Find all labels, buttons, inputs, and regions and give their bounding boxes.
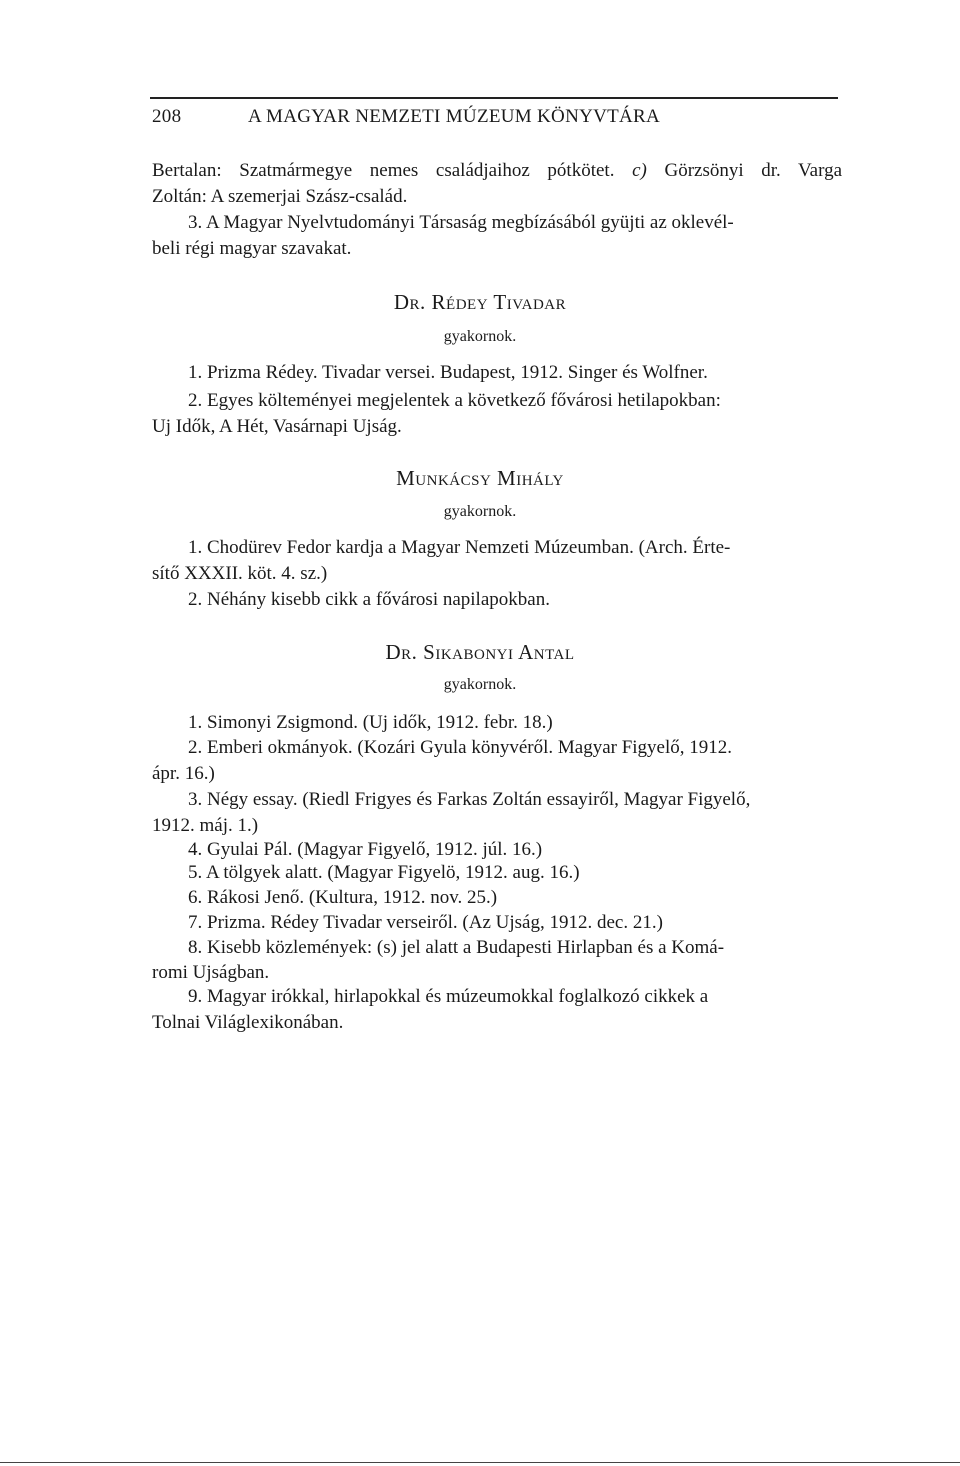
entry-line: Tolnai Világlexikonában. <box>152 1012 344 1033</box>
section-name: Dr. Sikabonyi Antal <box>385 640 575 664</box>
entry-line: 3. Négy essay. (Riedl Frigyes és Farkas Zoltán essayiről, Magyar Figyelő, <box>188 789 751 810</box>
entry-line: 1. Simonyi Zsigmond. (Uj idők, 1912. febr. 18.) <box>188 712 553 733</box>
entry-line: 1. Chodürev Fedor kardja a Magyar Nemzeti Múzeumban. (Arch. Érte- <box>188 537 731 558</box>
intro-line-4: beli régi magyar szavakat. <box>152 238 352 259</box>
intro-line-2: Zoltán: A szemerjai Szász-család. <box>152 186 408 207</box>
section-role: gyakornok. <box>443 503 517 520</box>
section-name: Munkácsy Mihály <box>396 466 564 490</box>
page-number: 208 <box>152 106 182 127</box>
entry-line: 2. Néhány kisebb cikk a fővárosi napilapokban. <box>188 589 550 610</box>
entry-line: 9. Magyar irókkal, hirlapokkal és múzeumokkal foglalkozó cikkek a <box>188 986 709 1007</box>
intro-line-3: 3. A Magyar Nyelvtudományi Társaság megbízásából gyüjti az oklevél- <box>188 212 734 233</box>
entry-line: 5. A tölgyek alatt. (Magyar Figyelö, 1912. aug. 16.) <box>188 862 580 883</box>
entry-line: ápr. 16.) <box>152 763 215 784</box>
section-role: gyakornok. <box>443 676 517 693</box>
header-top-rule <box>150 97 838 99</box>
entry-line: Uj Idők, A Hét, Vasárnapi Ujság. <box>152 416 402 437</box>
section-name: Dr. Rédey Tivadar <box>393 290 567 314</box>
running-title: A MAGYAR NEMZETI MÚZEUM KÖNYVTÁRA <box>248 106 661 127</box>
entry-line: sítő XXXII. köt. 4. sz.) <box>152 563 328 584</box>
section-role: gyakornok. <box>443 328 517 345</box>
entry-line: 1. Prizma Rédey. Tivadar versei. Budapest, 1912. Singer és Wolfner. <box>188 362 708 383</box>
intro-line-1: Bertalan: Szatmármegye nemes családjaihoz pótkötet. c) Görzsönyi dr. Varga <box>152 160 843 181</box>
entry-line: 1912. máj. 1.) <box>152 815 259 836</box>
entry-line: 6. Rákosi Jenő. (Kultura, 1912. nov. 25.) <box>188 887 498 908</box>
entry-line: 7. Prizma. Rédey Tivadar verseiről. (Az Ujság, 1912. dec. 21.) <box>188 912 663 933</box>
page-bottom-edge <box>0 1462 960 1463</box>
entry-line: 2. Emberi okmányok. (Kozári Gyula könyvéről. Magyar Figyelő, 1912. <box>188 737 733 758</box>
entry-line: 4. Gyulai Pál. (Magyar Figyelő, 1912. júl. 16.) <box>188 839 543 860</box>
entry-line: romi Ujságban. <box>152 962 270 983</box>
running-header <box>152 106 838 134</box>
entry-line: 8. Kisebb közlemények: (s) jel alatt a Budapesti Hirlapban és a Komá- <box>188 937 725 958</box>
entry-line: 2. Egyes költeményei megjelentek a következő fővárosi hetilapokban: <box>188 390 721 411</box>
